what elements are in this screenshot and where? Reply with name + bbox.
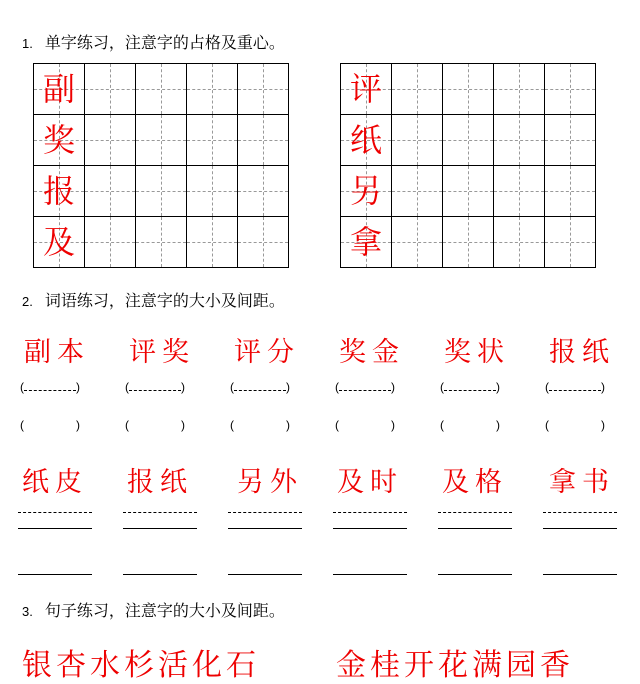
writing-line: [543, 528, 617, 529]
answer-parens: ( ): [440, 418, 500, 432]
word-row2-item: 及时: [337, 467, 403, 498]
grid-char: 及: [42, 223, 75, 261]
writing-line: [18, 528, 92, 529]
section1-text: 单字练习，注意字的占格及重心。: [44, 33, 285, 52]
section2-number: 2.: [22, 294, 33, 309]
section3-number: 3.: [22, 604, 33, 619]
answer-parens-dotted: ( ): [440, 380, 500, 394]
section3-text: 句子练习，注意字的大小及间距。: [44, 601, 285, 620]
grid-cell: [341, 115, 392, 166]
writing-line: [18, 574, 92, 575]
grid-cell: [34, 166, 85, 217]
answer-parens-dotted: ( ): [20, 380, 80, 394]
grid-char: 报: [42, 172, 75, 210]
word-row1-item: 奖状: [444, 337, 510, 368]
answer-parens: ( ): [335, 418, 395, 432]
writing-guide-dashed: [543, 512, 617, 513]
answer-parens: ( ): [230, 418, 290, 432]
grid-cell: [34, 64, 85, 115]
answer-parens: ( ): [545, 418, 605, 432]
word-row2-item: 报纸: [127, 467, 193, 498]
grid-cell: [341, 64, 392, 115]
word-row2-item: 拿书: [549, 467, 615, 498]
word-row1-item: 副本: [24, 337, 90, 368]
grid-cell: [34, 115, 85, 166]
answer-parens-dotted: ( ): [335, 380, 395, 394]
answer-parens: ( ): [20, 418, 80, 432]
word-row1-item: 评奖: [129, 337, 195, 368]
section3-title: [22, 598, 285, 621]
sentence-2: 金桂开花满园香: [336, 648, 574, 683]
answer-parens: ( ): [125, 418, 185, 432]
grid-char: 拿: [349, 223, 382, 261]
grid-char: 另: [349, 172, 382, 210]
writing-guide-dashed: [18, 512, 92, 513]
word-row2-item: 另外: [237, 467, 303, 498]
grid-char: 奖: [42, 121, 75, 159]
writing-line: [228, 528, 302, 529]
answer-parens-dotted: ( ): [545, 380, 605, 394]
answer-parens-dotted: ( ): [230, 380, 290, 394]
answer-parens-dotted: ( ): [125, 380, 185, 394]
grid-char: 评: [349, 70, 382, 108]
grid-cell: [341, 217, 392, 268]
section2-text: 词语练习，注意字的大小及间距。: [44, 291, 285, 310]
grid-cell: [34, 217, 85, 268]
writing-line: [333, 528, 407, 529]
writing-line: [228, 574, 302, 575]
writing-line: [438, 574, 512, 575]
writing-guide-dashed: [438, 512, 512, 513]
grid-cell: [341, 166, 392, 217]
section1-number: 1.: [22, 36, 33, 51]
word-row1-item: 评分: [234, 337, 300, 368]
section2-title: [22, 288, 285, 311]
writing-line: [123, 528, 197, 529]
sentence-1: 银杏水杉活化石: [22, 648, 260, 683]
word-row1-item: 奖金: [339, 337, 405, 368]
section1-title: [22, 30, 285, 53]
word-row2-item: 纸皮: [22, 467, 88, 498]
grid-char: 副: [42, 70, 75, 108]
writing-guide-dashed: [228, 512, 302, 513]
writing-guide-dashed: [333, 512, 407, 513]
word-row1-item: 报纸: [549, 337, 615, 368]
grid-char: 纸: [349, 121, 382, 159]
writing-line: [438, 528, 512, 529]
grid-left: [33, 63, 289, 268]
grid-right: [340, 63, 596, 268]
writing-line: [543, 574, 617, 575]
word-row2-item: 及格: [442, 467, 508, 498]
writing-guide-dashed: [123, 512, 197, 513]
writing-line: [333, 574, 407, 575]
writing-line: [123, 574, 197, 575]
